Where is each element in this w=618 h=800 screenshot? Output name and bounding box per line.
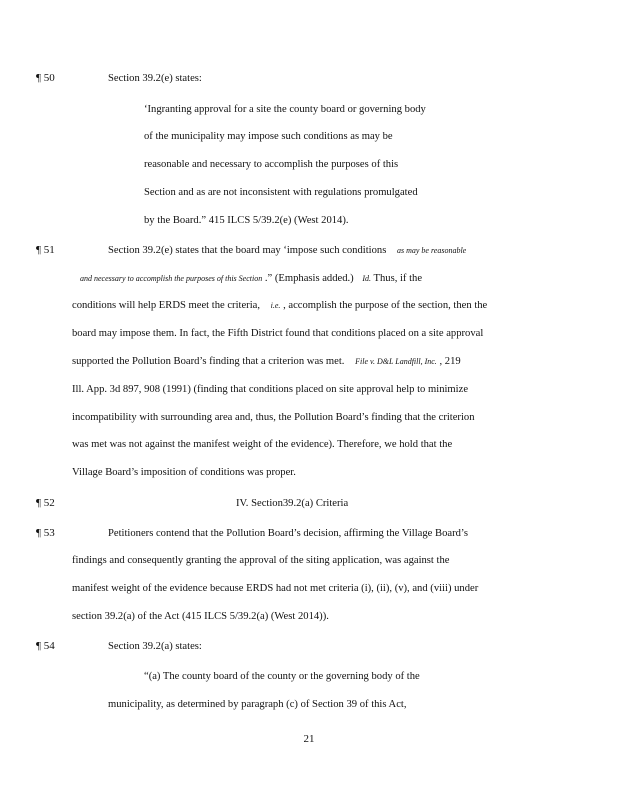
paragraph-text [108, 244, 466, 258]
paragraph-text: Village Board’s imposition of conditions was proper. [72, 467, 296, 478]
page-number: 21 [303, 733, 315, 745]
text-run: supported the Pollution Board’s finding that a criterion was met. [72, 356, 345, 367]
italic-run: Id. [362, 274, 372, 283]
paragraph-text: board may impose them. In fact, the Fifth District found that conditions placed on a site approval [72, 328, 484, 339]
paragraph-text: findings and consequently granting the approval of the siting application, was against the [72, 555, 450, 566]
paragraph-text [72, 299, 487, 313]
paragraph-mark: ¶ 54 [36, 640, 55, 652]
quote-line: reasonable and necessary to accomplish the purposes of this [144, 159, 399, 170]
paragraph-text: was met was not against the manifest weight of the evidence). Therefore, we hold that the [72, 439, 453, 450]
text-run: conditions will help ERDS meet the criteria, [72, 300, 260, 311]
text-run: , accomplish the purpose of the section, then the [283, 300, 488, 311]
paragraph-text [72, 355, 461, 369]
italic-run: as may be reasonable [396, 246, 467, 255]
paragraph-text: manifest weight of the evidence because ERDS had not met criteria (i), (ii), (v), and (viii) under [72, 583, 479, 594]
quote-line: Section and as are not inconsistent with regulations promulgated [144, 187, 418, 198]
paragraph-text: Ill. App. 3d 897, 908 (1991) (finding that conditions placed on site approval help to minimize [72, 384, 469, 395]
paragraph-mark: ¶ 52 [36, 497, 55, 509]
quote-line: by the Board.” 415 ILCS 5/39.2(e) (West 2014). [144, 215, 349, 226]
paragraph-text: Section 39.2(a) states: [108, 641, 202, 652]
text-run: Section 39.2(e) states that the board may ‘impose such conditions [108, 245, 387, 256]
quote-line: “(a) The county board of the county or the governing body of the [144, 671, 420, 682]
paragraph-mark: ¶ 51 [36, 244, 55, 256]
quote-line: ‘Ingranting approval for a site the county board or governing body [144, 104, 426, 115]
paragraph-text: Section 39.2(e) states: [108, 73, 202, 84]
text-run: Thus, if the [373, 273, 423, 284]
paragraph-text [80, 272, 422, 286]
quote-line: municipality, as determined by paragraph (c) of Section 39 of this Act, [108, 699, 407, 710]
text-run: .” (Emphasis added.) [264, 273, 354, 284]
italic-run: i.e. [270, 301, 281, 310]
italic-run: and necessary to accomplish the purposes of this Section [80, 274, 263, 283]
paragraph-mark: ¶ 53 [36, 527, 55, 539]
paragraph-text: section 39.2(a) of the Act (415 ILCS 5/39.2(a) (West 2014)). [72, 611, 329, 622]
section-heading: IV. Section39.2(a) Criteria [236, 498, 349, 509]
italic-run: File v. D&L Landfill, Inc. [355, 357, 437, 366]
quote-line: of the municipality may impose such conditions as may be [144, 131, 393, 142]
paragraph-text: incompatibility with surrounding area and, thus, the Pollution Board’s finding that the criterion [72, 412, 475, 423]
paragraph-mark: ¶ 50 [36, 72, 55, 84]
paragraph-text: Petitioners contend that the Pollution Board’s decision, affirming the Village Board’s [108, 528, 468, 539]
text-run: , 219 [439, 356, 461, 367]
